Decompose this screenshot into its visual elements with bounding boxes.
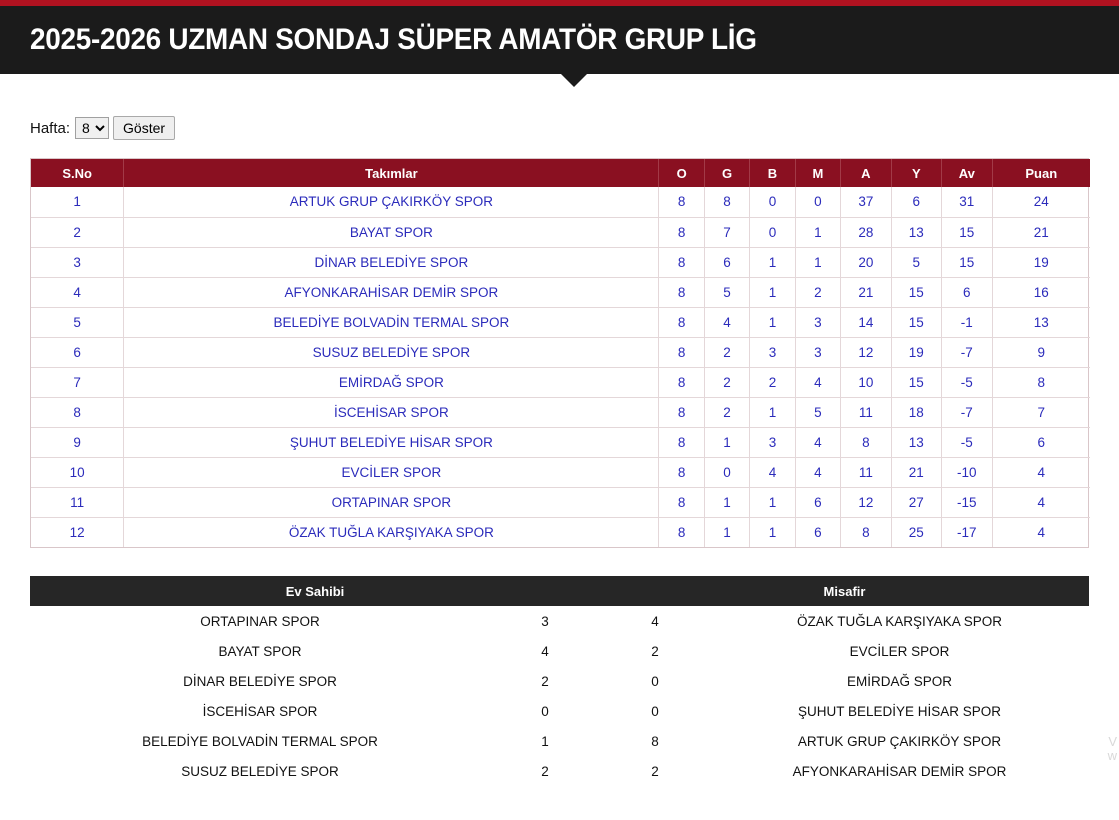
cell-b: 1: [750, 307, 795, 337]
table-row: [31, 427, 1090, 457]
cell-home-team: BELEDİYE BOLVADİN TERMAL SPOR: [142, 733, 378, 749]
cell-m: 5: [795, 397, 840, 427]
cell-o: 8: [659, 367, 704, 397]
cell-team: BAYAT SPOR: [124, 217, 659, 247]
cell-puan: 4: [992, 457, 1090, 487]
fixtures-body: [30, 606, 1089, 786]
cell-home-score: 1: [541, 733, 549, 749]
cell-sno: 1: [31, 187, 124, 217]
cell-o: 8: [659, 277, 704, 307]
cell-home-score: 0: [541, 703, 549, 719]
cell-away-team: EMİRDAĞ SPOR: [846, 673, 952, 689]
column-header-o: O: [659, 159, 704, 187]
cell-o: 8: [659, 187, 704, 217]
cell-g: 2: [704, 337, 749, 367]
cell-o: 8: [659, 217, 704, 247]
cell-g: 0: [704, 457, 749, 487]
cell-home-team: SUSUZ BELEDİYE SPOR: [181, 763, 339, 779]
cell-g: 2: [704, 367, 749, 397]
column-header-b: B: [750, 159, 795, 187]
cell-puan: 21: [992, 217, 1090, 247]
cell-g: 2: [704, 397, 749, 427]
cell-away-team: ARTUK GRUP ÇAKIRKÖY SPOR: [797, 733, 1002, 749]
table-row: [31, 397, 1090, 427]
cell-g: 4: [704, 307, 749, 337]
column-header-g: G: [704, 159, 749, 187]
table-row: [30, 726, 1089, 756]
fixtures-header-row: [30, 576, 1089, 606]
cell-team: EVCİLER SPOR: [124, 457, 659, 487]
cell-y: 13: [891, 427, 941, 457]
cell-home-score: 4: [541, 643, 549, 659]
cell-g: 6: [704, 247, 749, 277]
cell-puan: 24: [992, 187, 1090, 217]
cell-g: 7: [704, 217, 749, 247]
table-row: [31, 307, 1090, 337]
cell-home-score: 3: [541, 613, 549, 629]
standings-header-row: [31, 159, 1090, 187]
cell-g: 1: [704, 487, 749, 517]
cell-away-score: 0: [651, 673, 659, 689]
cell-team: AFYONKARAHİSAR DEMİR SPOR: [124, 277, 659, 307]
cell-b: 3: [750, 427, 795, 457]
page-title: 2025-2026 UZMAN SONDAJ SÜPER AMATÖR GRUP LİG: [30, 23, 757, 56]
cell-o: 8: [659, 487, 704, 517]
cell-home-score: 2: [541, 673, 549, 689]
cell-o: 8: [659, 517, 704, 547]
cell-o: 8: [659, 337, 704, 367]
cell-b: 1: [750, 247, 795, 277]
cell-home-team: ORTAPINAR SPOR: [200, 613, 320, 629]
table-row: [31, 517, 1090, 547]
column-header-av: Av: [942, 159, 992, 187]
cell-team: İSCEHİSAR SPOR: [124, 397, 659, 427]
cell-team: ÖZAK TUĞLA KARŞIYAKA SPOR: [124, 517, 659, 547]
cell-m: 1: [795, 247, 840, 277]
cell-av: 31: [942, 187, 992, 217]
cell-home-team: BAYAT SPOR: [218, 643, 302, 659]
cell-sno: 2: [31, 217, 124, 247]
cell-away-team: ŞUHUT BELEDİYE HİSAR SPOR: [797, 703, 1002, 719]
cell-y: 19: [891, 337, 941, 367]
cell-o: 8: [659, 307, 704, 337]
cell-av: -15: [942, 487, 992, 517]
cell-m: 0: [795, 187, 840, 217]
cell-b: 3: [750, 337, 795, 367]
cell-sno: 7: [31, 367, 124, 397]
table-row: [31, 247, 1090, 277]
cell-b: 1: [750, 397, 795, 427]
standings-table-container: [30, 158, 1089, 548]
week-label: Hafta:: [30, 119, 71, 137]
cell-y: 5: [891, 247, 941, 277]
column-header-sno: S.No: [31, 159, 124, 187]
cell-a: 20: [841, 247, 891, 277]
cell-away-score: 2: [651, 763, 659, 779]
column-header-a: A: [841, 159, 891, 187]
cell-home-team: İSCEHİSAR SPOR: [202, 703, 318, 719]
cell-a: 28: [841, 217, 891, 247]
cell-team: ARTUK GRUP ÇAKIRKÖY SPOR: [124, 187, 659, 217]
cell-a: 12: [841, 337, 891, 367]
cell-y: 18: [891, 397, 941, 427]
table-row: [31, 457, 1090, 487]
cell-o: 8: [659, 457, 704, 487]
watermark: [1108, 735, 1117, 763]
cell-y: 15: [891, 277, 941, 307]
cell-y: 6: [891, 187, 941, 217]
cell-sno: 6: [31, 337, 124, 367]
cell-away-score: 2: [651, 643, 659, 659]
cell-sno: 9: [31, 427, 124, 457]
cell-m: 3: [795, 307, 840, 337]
table-row: [30, 606, 1089, 636]
table-row: [31, 337, 1090, 367]
cell-av: -5: [942, 427, 992, 457]
cell-a: 8: [841, 517, 891, 547]
cell-home-score: 2: [541, 763, 549, 779]
cell-av: -7: [942, 337, 992, 367]
cell-puan: 6: [992, 427, 1090, 457]
cell-b: 0: [750, 187, 795, 217]
column-header-puan: Puan: [992, 159, 1090, 187]
week-filter-bar: [0, 116, 1119, 140]
cell-a: 37: [841, 187, 891, 217]
table-row: [30, 756, 1089, 786]
cell-sno: 8: [31, 397, 124, 427]
cell-puan: 9: [992, 337, 1090, 367]
cell-av: 6: [942, 277, 992, 307]
cell-team: BELEDİYE BOLVADİN TERMAL SPOR: [124, 307, 659, 337]
cell-team: ŞUHUT BELEDİYE HİSAR SPOR: [124, 427, 659, 457]
cell-a: 8: [841, 427, 891, 457]
cell-puan: 8: [992, 367, 1090, 397]
cell-g: 5: [704, 277, 749, 307]
cell-home-team: DİNAR BELEDİYE SPOR: [183, 673, 337, 689]
cell-a: 11: [841, 397, 891, 427]
cell-av: -1: [942, 307, 992, 337]
cell-puan: 19: [992, 247, 1090, 277]
table-row: [31, 187, 1090, 217]
cell-m: 4: [795, 367, 840, 397]
cell-b: 2: [750, 367, 795, 397]
cell-y: 27: [891, 487, 941, 517]
column-header-away: Misafir: [600, 576, 1089, 606]
cell-o: 8: [659, 247, 704, 277]
page-header: [0, 6, 1119, 74]
cell-away-team: EVCİLER SPOR: [849, 643, 950, 659]
watermark-line-1: V: [1108, 734, 1117, 749]
cell-sno: 3: [31, 247, 124, 277]
cell-team: EMİRDAĞ SPOR: [124, 367, 659, 397]
cell-g: 8: [704, 187, 749, 217]
table-row: [31, 277, 1090, 307]
cell-m: 1: [795, 217, 840, 247]
cell-y: 25: [891, 517, 941, 547]
week-select[interactable]: [75, 117, 109, 139]
show-button[interactable]: Göster: [113, 116, 175, 140]
standings-table: [31, 159, 1090, 547]
cell-puan: 13: [992, 307, 1090, 337]
cell-m: 2: [795, 277, 840, 307]
cell-b: 0: [750, 217, 795, 247]
cell-m: 3: [795, 337, 840, 367]
cell-av: 15: [942, 217, 992, 247]
cell-team: DİNAR BELEDİYE SPOR: [124, 247, 659, 277]
cell-m: 6: [795, 487, 840, 517]
cell-away-score: 0: [651, 703, 659, 719]
table-row: [31, 487, 1090, 517]
cell-av: 15: [942, 247, 992, 277]
cell-a: 10: [841, 367, 891, 397]
cell-av: -17: [942, 517, 992, 547]
table-row: [30, 696, 1089, 726]
cell-puan: 16: [992, 277, 1090, 307]
cell-y: 21: [891, 457, 941, 487]
column-header-teams: Takımlar: [124, 159, 659, 187]
standings-body: [31, 187, 1090, 547]
cell-b: 1: [750, 487, 795, 517]
cell-y: 13: [891, 217, 941, 247]
cell-sno: 12: [31, 517, 124, 547]
cell-puan: 7: [992, 397, 1090, 427]
table-row: [30, 666, 1089, 696]
cell-av: -10: [942, 457, 992, 487]
cell-a: 11: [841, 457, 891, 487]
fixtures-table-container: [30, 576, 1089, 786]
cell-team: ORTAPINAR SPOR: [124, 487, 659, 517]
cell-away-team: ÖZAK TUĞLA KARŞIYAKA SPOR: [796, 613, 1003, 629]
table-row: [31, 367, 1090, 397]
cell-b: 1: [750, 517, 795, 547]
watermark-line-2: w: [1107, 748, 1117, 763]
cell-b: 4: [750, 457, 795, 487]
cell-away-team: AFYONKARAHİSAR DEMİR SPOR: [792, 763, 1007, 779]
cell-av: -5: [942, 367, 992, 397]
cell-g: 1: [704, 427, 749, 457]
cell-o: 8: [659, 427, 704, 457]
cell-away-score: 8: [651, 733, 659, 749]
cell-team: SUSUZ BELEDİYE SPOR: [124, 337, 659, 367]
cell-y: 15: [891, 367, 941, 397]
cell-sno: 5: [31, 307, 124, 337]
cell-m: 4: [795, 427, 840, 457]
cell-away-score: 4: [651, 613, 659, 629]
table-row: [30, 636, 1089, 666]
cell-puan: 4: [1037, 524, 1046, 540]
cell-sno: 10: [31, 457, 124, 487]
cell-a: 21: [841, 277, 891, 307]
column-header-m: M: [795, 159, 840, 187]
header-arrow-indicator: [560, 73, 588, 87]
cell-b: 1: [750, 277, 795, 307]
cell-g: 1: [704, 517, 749, 547]
table-row: [31, 217, 1090, 247]
cell-a: 14: [841, 307, 891, 337]
cell-o: 8: [659, 397, 704, 427]
column-header-home: Ev Sahibi: [30, 576, 600, 606]
cell-y: 15: [891, 307, 941, 337]
cell-puan: 4: [992, 487, 1090, 517]
cell-av: -7: [942, 397, 992, 427]
cell-m: 6: [795, 517, 840, 547]
cell-a: 12: [841, 487, 891, 517]
cell-sno: 4: [31, 277, 124, 307]
cell-sno: 11: [31, 487, 124, 517]
cell-m: 4: [795, 457, 840, 487]
fixtures-table: [30, 576, 1089, 786]
column-header-y: Y: [891, 159, 941, 187]
